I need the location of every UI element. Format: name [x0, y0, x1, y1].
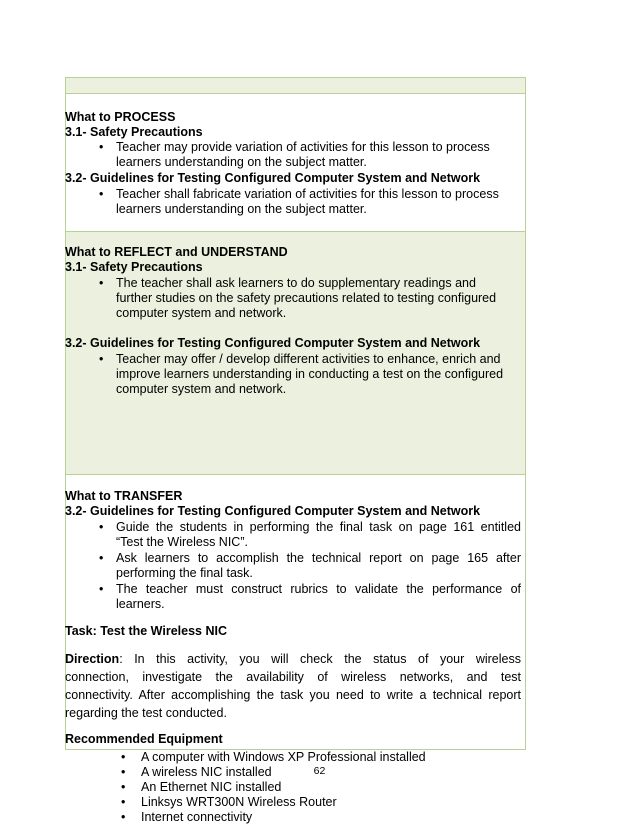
equipment-item: An Ethernet NIC installed: [141, 780, 282, 794]
bullet-text: “Test the Wireless NIC”.: [116, 535, 248, 549]
bullet: •: [99, 276, 104, 290]
bullet: •: [121, 765, 126, 779]
equipment-item: A computer with Windows XP Professional installed: [141, 750, 426, 764]
equipment-title: Recommended Equipment: [65, 732, 223, 746]
direction-label: Direction: [65, 652, 120, 666]
direction-text: : In this activity, you will check the status of your wireless: [119, 652, 521, 666]
bullet-text: learners understanding on the subject matter.: [116, 155, 367, 169]
page-number: 62: [313, 765, 326, 777]
bullet-text: The teacher must construct rubrics to validate the performance of: [116, 582, 521, 596]
reflect-row: [66, 232, 525, 475]
bullet: •: [99, 582, 104, 596]
bullet-text: learners.: [116, 597, 165, 611]
bullet-text: computer system and network.: [116, 382, 287, 396]
transfer-section-2: 3.2- Guidelines for Testing Configured Computer System and Network: [65, 504, 481, 518]
bullet-text: performing the final task.: [116, 566, 253, 580]
process-section-2: 3.2- Guidelines for Testing Configured Computer System and Network: [65, 171, 481, 185]
bullet: •: [121, 795, 126, 809]
bullet-text: learners understanding on the subject matter.: [116, 202, 367, 216]
reflect-section-2: 3.2- Guidelines for Testing Configured Computer System and Network: [65, 336, 481, 350]
equipment-item: Linksys WRT300N Wireless Router: [141, 795, 337, 809]
bullet-text: The teacher shall ask learners to do supplementary readings and: [116, 276, 476, 290]
task-title: Task: Test the Wireless NIC: [65, 624, 227, 638]
bullet: •: [121, 780, 126, 794]
equipment-item: Internet connectivity: [141, 810, 253, 824]
bullet-text: Teacher may offer / develop different activities to enhance, enrich and: [116, 352, 501, 366]
process-row: [66, 94, 525, 232]
table-header-row: [66, 78, 525, 94]
direction-line-1: [65, 652, 521, 667]
reflect-section-1: 3.1- Safety Precautions: [65, 260, 203, 274]
transfer-heading: What to TRANSFER: [65, 489, 183, 503]
bullet-text: Teacher shall fabricate variation of activities for this lesson to process: [116, 187, 499, 201]
bullet: •: [99, 187, 104, 201]
bullet: •: [99, 520, 104, 534]
bullet-text: improve learners understanding in conducting a test on the configured: [116, 367, 504, 381]
bullet-text: Teacher may provide variation of activities for this lesson to process: [116, 140, 490, 154]
bullet: •: [99, 140, 104, 154]
bullet-text: Ask learners to accomplish the technical report on page 165 after: [116, 551, 521, 565]
bullet: •: [99, 352, 104, 366]
direction-line-2: connection, investigate the availability of wireless networks, and test: [65, 670, 521, 684]
direction-line-3: connectivity. After accomplishing the task you need to write a technical report: [65, 688, 521, 702]
reflect-heading: What to REFLECT and UNDERSTAND: [65, 245, 288, 259]
direction-line-4: regarding the test conducted.: [65, 706, 227, 720]
bullet: •: [121, 750, 126, 764]
bullet-text: further studies on the safety precautions related to testing configured: [116, 291, 497, 305]
equipment-item: A wireless NIC installed: [141, 765, 272, 779]
process-section-1: 3.1- Safety Precautions: [65, 125, 203, 139]
bullet-text: Guide the students in performing the final task on page 161 entitled: [116, 520, 521, 534]
bullet: •: [121, 810, 126, 824]
process-heading: What to PROCESS: [65, 110, 176, 124]
bullet-text: computer system and network.: [116, 306, 287, 320]
bullet: •: [99, 551, 104, 565]
